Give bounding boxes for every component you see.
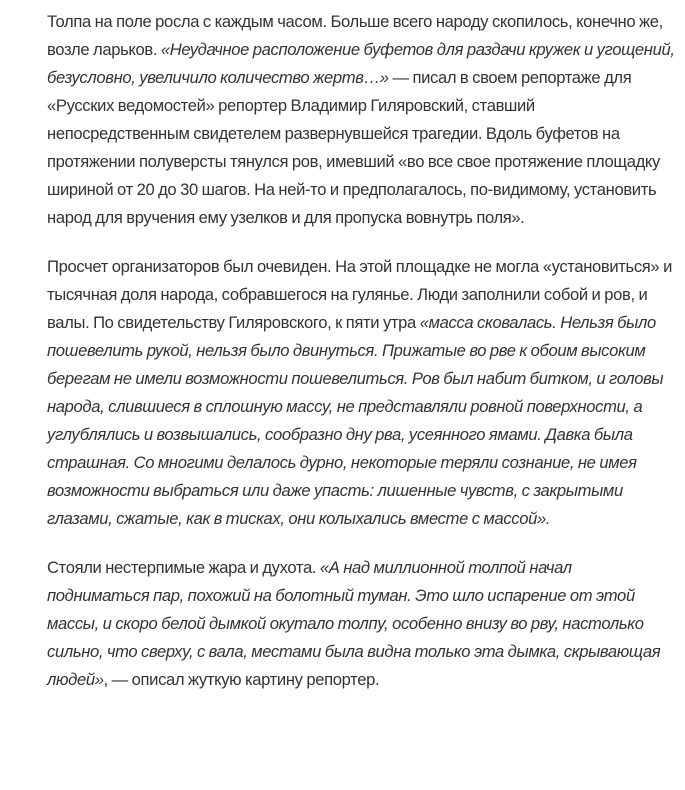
text-segment: Толпа на поле росла с каждым часом. Больше всего народу скопилось, конечно же, возле ларьков.	[47, 12, 663, 59]
paragraph-heat	[47, 554, 677, 694]
paragraph-crowd	[47, 8, 677, 232]
text-segment: Просчет организаторов был очевиден. На этой площадке не могла «установиться» и тысячная доля народа, собравшегося на гулянье. Люди заполнили собой и ров, и валы. По свидетельству Гиляровского, к пяти утра	[47, 257, 672, 332]
text-segment: Стояли нестерпимые жара и духота.	[47, 558, 320, 577]
paragraph-miscalculation	[47, 253, 677, 533]
quote-segment: «масса сковалась. Нельзя было пошевелить рукой, нельзя было двинуться. Прижатые во рве к обоим высоким берегам не имели возможности пошевелиться. Ров был набит битком, и головы народа, слившиеся в сплошную массу, не представляли ровной поверхности, а углублялись и возвышались, сообразно дну рва, усеянного ямами. Давка была страшная. Со многими делалось дурно, некоторые теряли сознание, не имея возможности выбраться или даже упасть: лишенные чувств, с закрытыми глазами, сжатые, как в тисках, они колыхались вместе с массой».	[47, 313, 664, 528]
text-segment: — писал в своем репортаже для «Русских ведомостей» репортер Владимир Гиляровский, ставший непосредственным свидетелем развернувшейся трагедии. Вдоль буфетов на протяжении полуверсты тянулся ров, имевший «во все свое протяжение площадку шириной от 20 до 30 шагов. На ней-то и предполагалось, по-видимому, установить народ для вручения ему узелков и для пропуска вовнутрь поля».	[47, 68, 660, 227]
quote-segment: «А над миллионной толпой начал подниматься пар, похожий на болотный туман. Это шло испарение от этой массы, и скоро белой дымкой окутало толпу, особенно внизу во рву, настолько сильно, что сверху, с вала, местами была видна только эта дымка, скрывающая людей»	[47, 558, 661, 689]
quote-segment: «Неудачное расположение буфетов для раздачи кружек и угощений, безусловно, увеличило количество жертв…»	[47, 40, 675, 87]
text-segment: , — описал жуткую картину репортер.	[103, 670, 380, 689]
